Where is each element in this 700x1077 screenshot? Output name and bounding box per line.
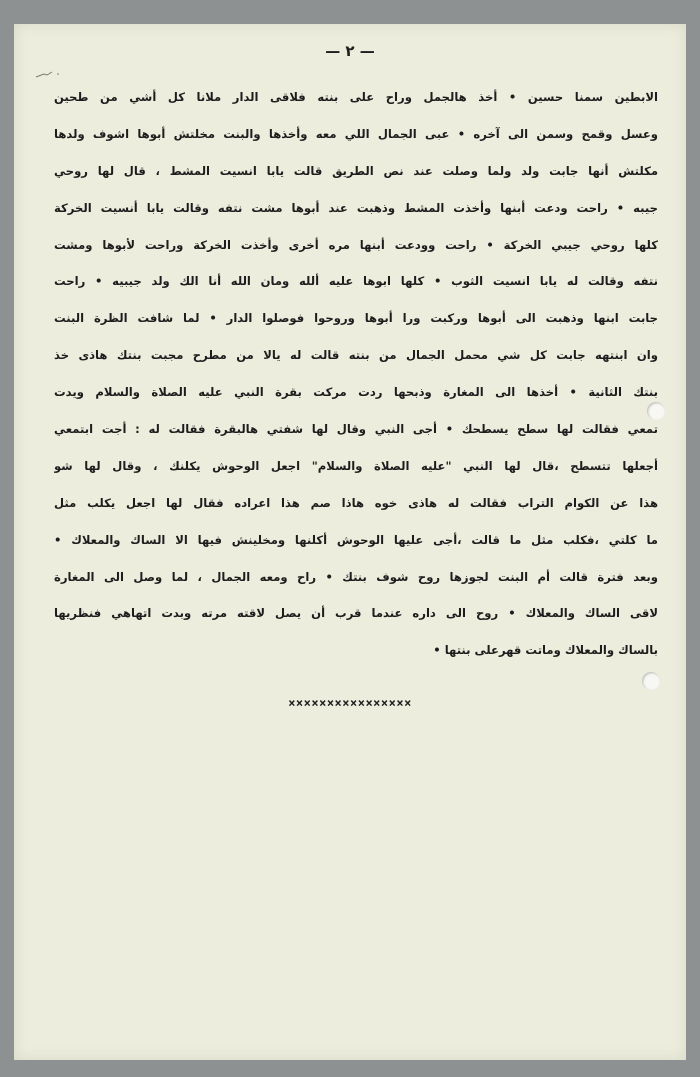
punch-hole [642, 672, 660, 690]
text-line: هذا عن الكوام التراب فقالت له هاذى خوه هاذا صم هذا اعراده فقال لها اجعل يكلب مثل [54, 495, 658, 510]
text-line: وبعد فترة قالت أم البنت لجوزها روح شوف بنتك • راح ومعه الجمال ، لما وصل الى المغارة [54, 569, 658, 584]
text-line: مكلتش أنها جابت ولد ولما وصلت عند نص الطريق قالت يابا انسيت المشط ، قال لها روحي [54, 163, 658, 178]
text-line: تمعي فقالت لها سطح يسطحك • أجى النبي وقال لها شفتي هالبقرة فقالت له : أجت ابتمعي [54, 422, 658, 437]
text-line: جابت ابنها وذهبت الى أبوها وركبت ورا أبوها وروحوا فوصلوا الدار • لما شافت الظرة البنت [54, 311, 658, 326]
text-line: كلها روحي جيبي الخركة • راحت وودعت أبنها مره أخرى وأخذت الخركة وراحت لأبوها ومشت [54, 237, 658, 252]
end-marker: ×××××××××××××××× [288, 696, 412, 710]
text-line: نتفه وقالت له يابا انسيت الثوب • كلها ابوها عليه ألله ومان الله أنا الك ولد جيبيه • راحت [54, 274, 658, 289]
text-line: بنتك الثانية • أخذها الى المغارة وذبحها ردت مركت بقرة النبي عليه الصلاة والسلام ويدت [54, 385, 658, 400]
text-line: أجعلها تتسطح ،قال لها النبي "عليه الصلاة والسلام" اجعل الوحوش يكلنك ، وقال لها شو [54, 458, 658, 473]
text-line: بالساك والمعلاك وماتت قهرعلى بنتها • [433, 643, 658, 658]
text-line: الابطين سمنا حسين • أخذ هالجمل وراح على بنته فلاقى الدار ملانا كل أشي من طحين [54, 90, 658, 104]
paper-sheet [14, 24, 686, 1060]
text-line: لاقى الساك والمعلاك • روح الى داره عندما قرب أن يصل لاقته مرته وبدت اتهاهي فنظريها [54, 606, 658, 621]
text-line: وان ابنتهه جابت كل شي محمل الجمال من بنته قالت له يالا من مطرح مجبت بنتك هاذى خذ [54, 348, 658, 363]
punch-hole [647, 402, 665, 420]
text-line: وعسل وقمح وسمن الى آخره • عبى الجمال اللي معه وأخذها والبنت مخلتش أبوها اشوف ولدها [54, 126, 658, 141]
text-line: ما كلتي ،فكلب مثل ما قالت ،أجى عليها الوحوش أكلنها ومخلينش فيها الا الساك والمعلاك • [54, 532, 658, 547]
page-number: — ٢ — [325, 42, 375, 60]
text-line: جيبه • راحت ودعت أبنها وأخذت المشط وذهبت عند أبوها مشت نتفه وقالت يابا أنسيت الخركة [54, 200, 658, 215]
body-text [54, 79, 658, 669]
